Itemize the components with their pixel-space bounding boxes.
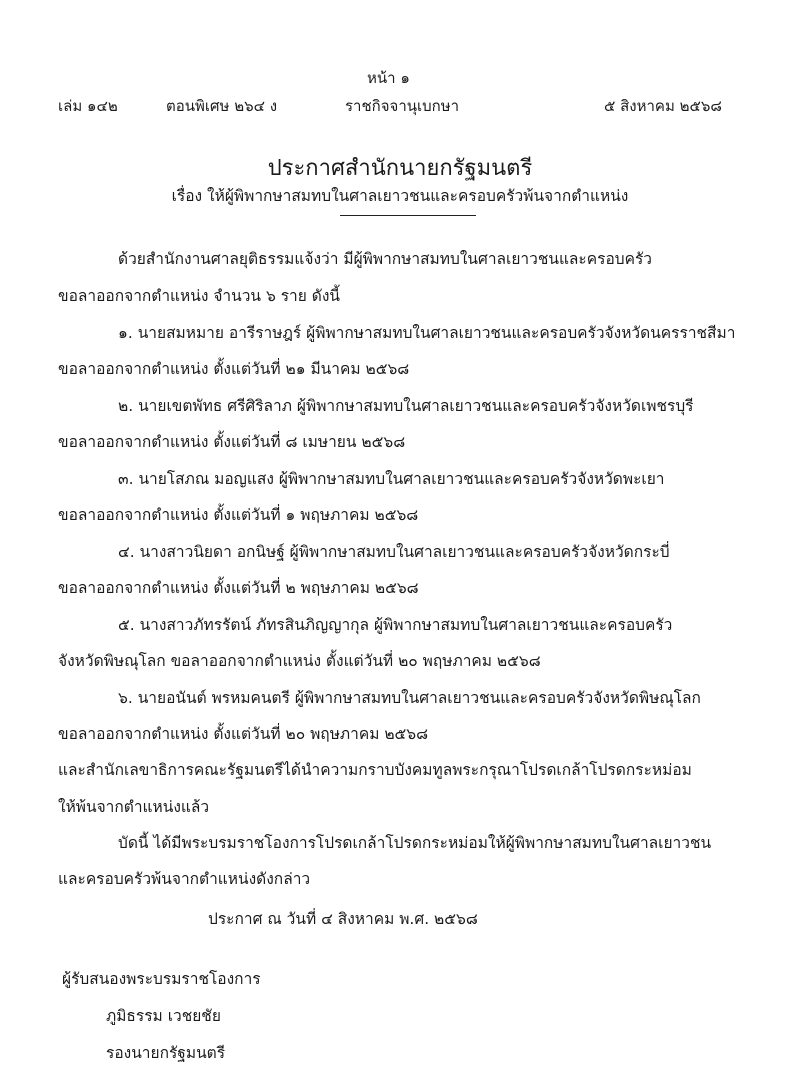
intro-line-2: ขอลาออกจากตำแหน่ง จำนวน ๖ ราย ดังนี้ [58, 287, 340, 305]
volume-number: เล่ม ๑๔๒ [58, 97, 118, 115]
item-1-line-2: ขอลาออกจากตำแหน่ง ตั้งแต่วันที่ ๒๑ มีนาคม ๒๕๖๘ [58, 360, 410, 378]
item-5-line-2: จังหวัดพิษณุโลก ขอลาออกจากตำแหน่ง ตั้งแต่วันที่ ๒๐ พฤษภาคม ๒๕๖๘ [58, 652, 541, 670]
signatory-position: รองนายกรัฐมนตรี [106, 1044, 226, 1062]
item-2-line-1: ๒. นายเขตพัทธ ศรีศิริลาภ ผู้พิพากษาสมทบในศาลเยาวชนและครอบครัวจังหวัดเพชรบุรี [118, 397, 694, 415]
item-4-line-1: ๔. นางสาวนิยดา อกนิษฐ์ ผู้พิพากษาสมทบในศาลเยาวชนและครอบครัวจังหวัดกระบี่ [118, 543, 670, 561]
secretariat-line-2: ให้พ้นจากตำแหน่งแล้ว [58, 798, 210, 816]
document-subject: เรื่อง ให้ผู้พิพากษาสมทบในศาลเยาวชนและครอบครัวพ้นจากตำแหน่ง [171, 187, 629, 205]
item-6-line-2: ขอลาออกจากตำแหน่ง ตั้งแต่วันที่ ๒๐ พฤษภาคม ๒๕๖๘ [58, 725, 429, 743]
document-title: ประกาศสำนักนายกรัฐมนตรี [267, 156, 533, 181]
item-2-line-2: ขอลาออกจากตำแหน่ง ตั้งแต่วันที่ ๘ เมษายน ๒๕๖๘ [58, 433, 406, 451]
announcement-date: ประกาศ ณ วันที่ ๔ สิงหาคม พ.ศ. ๒๕๖๘ [208, 910, 478, 928]
issue-number: ตอนพิเศษ ๒๖๔ ง [166, 97, 278, 115]
intro-line-1: ด้วยสำนักงานศาลยุติธรรมแจ้งว่า มีผู้พิพากษาสมทบในศาลเยาวชนและครอบครัว [118, 250, 652, 268]
signatory-name: ภูมิธรรม เวชยชัย [106, 1007, 221, 1025]
item-3-line-2: ขอลาออกจากตำแหน่ง ตั้งแต่วันที่ ๑ พฤษภาคม ๒๕๖๘ [58, 506, 419, 524]
item-3-line-1: ๓. นายโสภณ มอญแสง ผู้พิพากษาสมทบในศาลเยาวชนและครอบครัวจังหวัดพะเยา [118, 470, 665, 488]
item-1-line-1: ๑. นายสมหมาย อารีราษฎร์ ผู้พิพากษาสมทบในศาลเยาวชนและครอบครัวจังหวัดนครราชสีมา [118, 324, 736, 342]
gazette-date: ๕ สิงหาคม ๒๕๖๘ [604, 97, 722, 115]
gazette-name: ราชกิจจานุเบกษา [345, 97, 460, 115]
secretariat-line-1: และสำนักเลขาธิการคณะรัฐมนตรีได้นำความกราบบังคมทูลพระกรุณาโปรดเกล้าโปรดกระหม่อม [58, 761, 692, 779]
closing-line-2: และครอบครัวพ้นจากตำแหน่งดังกล่าว [58, 870, 311, 888]
item-6-line-1: ๖. นายอนันต์ พรหมคนตรี ผู้พิพากษาสมทบในศาลเยาวชนและครอบครัวจังหวัดพิษณุโลก [118, 689, 701, 707]
page-number: หน้า ๑ [367, 69, 410, 87]
countersign-label: ผู้รับสนองพระบรมราชโองการ [62, 970, 261, 988]
item-4-line-2: ขอลาออกจากตำแหน่ง ตั้งแต่วันที่ ๒ พฤษภาคม ๒๕๖๘ [58, 579, 419, 597]
item-5-line-1: ๕. นางสาวภัทรรัตน์ ภัทรสินภิญญากุล ผู้พิพากษาสมทบในศาลเยาวชนและครอบครัว [118, 616, 673, 634]
closing-line-1: บัดนี้ ได้มีพระบรมราชโองการโปรดเกล้าโปรดกระหม่อมให้ผู้พิพากษาสมทบในศาลเยาวชน [118, 834, 712, 852]
title-divider [340, 215, 476, 216]
